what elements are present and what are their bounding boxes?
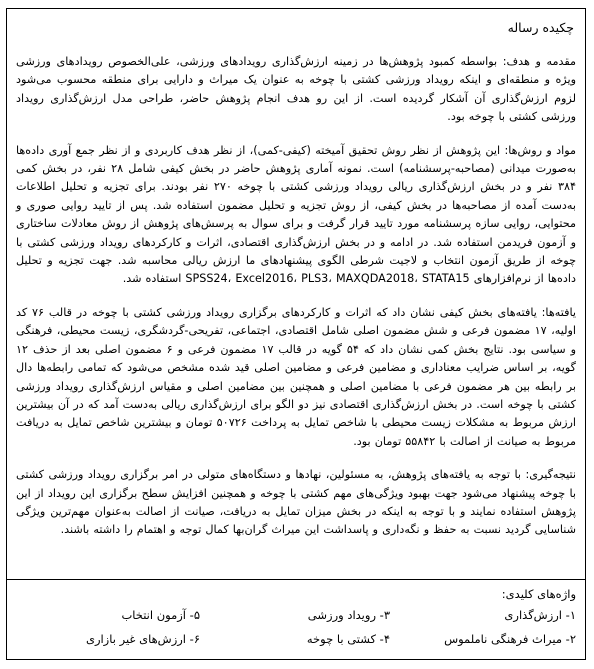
- abstract-frame: [6, 8, 586, 660]
- keywords-section: [7, 580, 585, 659]
- keyword-item: ۴- کشتی با چوخه: [306, 632, 390, 646]
- keyword-item: ۲- میراث فرهنگی ناملموس: [444, 632, 576, 646]
- methods-paragraph: مواد و روش‌ها: این پژوهش از نظر روش تحقیق آمیخته (کیفی-کمی)، از نظر هدف کاربردی و از نظر جمع آوری داده‌ها به‌صورت میدانی (مصاحبه-پرسشنامه) است. نمونه آماری پژوهش حاضر در بخش کیفی شامل ۲۸ نفر، در بخش کمی ۳۸۴ نفر و در بخش ارزش‌گذاری ریالی رویداد ورزشی کشتی با چوخه ۲۷۰ نفر بودند. برای تجزیه و تحلیل اطلاعات به‌دست آمده از مصاحبه‌ها در بخش کیفی، از روش تجزیه و تحلیل مضمون استفاده شد. پس از تایید روایی صوری و محتوایی، روایی سازه پرسشنامه مورد تایید قرار گرفت و برای سوال به پرسش‌های پژوهش از روش معادلات ساختاری و آزمون فریدمن استفاده شد. در ادامه و در بخش ارزش‌گذاری اقتصادی، اثرات و کارکردهای رویداد ورزشی کشتی با چوخه از طریق آزمون انتخاب و لاجیت شرطی الگوی پیشنهادهای ما ارزش ریالی محاسبه شد. جهت تجزیه و تحلیل داده‌ها از نرم‌افزارهای SPSS24، Excel2016، PLS3، MAXQDA2018، STATA15 استفاده شد.: [16, 143, 576, 286]
- keyword-item: ۳- رویداد ورزشی: [307, 608, 390, 622]
- keyword-item: ۱- ارزش‌گذاری: [504, 608, 576, 622]
- keywords-title: واژه‌های کلیدی:: [501, 587, 576, 601]
- abstract-title: چکیده رساله: [507, 20, 574, 35]
- introduction-paragraph: مقدمه و هدف: بواسطه کمبود پژوهش‌ها در زمینه ارزش‌گذاری رویدادهای ورزشی، علی‌الخصوص رویدادهای ورزشی ویژه و منطقه‌ای و اینکه رویداد ورزشی کشتی با چوخه به عنوان یک میراث و دارایی برای منطقه محسوب می‌شود لزوم ارزش‌گذاری آن آشکار گردیده است. از این رو هدف انجام پژوهش حاضر، طراحی مدل ارزش‌گذاری رویداد ورزشی کشتی با چوخه بود.: [16, 55, 576, 124]
- conclusion-paragraph: نتیجه‌گیری: با توجه به یافته‌های پژوهش، به مسئولین، نهادها و دستگاه‌های متولی در امر برگزاری رویداد ورزشی کشتی با چوخه پیشنهاد می‌شود جهت بهبود ویژگی‌های مهم کشتی با چوخه و همچنین افزایش سطح برگزاری این رویداد از این پژوهش استفاده نمایند و با توجه به اینکه در بخش میزان تمایل به دریافت، صیانت از اصالت به‌عنوان مهم‌ترین ویژگی شناسایی گردید نسبت به حفظ و نگه‌داری و پاسداشت این میراث گران‌بها کمال توجه و اهتمام را داشته باشند.: [16, 468, 576, 537]
- keyword-item: ۵- آزمون انتخاب: [121, 608, 200, 622]
- findings-paragraph: یافته‌ها: یافته‌های بخش کیفی نشان داد که اثرات و کارکردهای برگزاری رویداد ورزشی کشتی با چوخه در قالب ۷۶ کد اولیه، ۱۷ مضمون فرعی و شش مضمون اصلی شامل اقتصادی، اجتماعی، تفریحی-گردشگری، زیست محیطی، فرهنگی و سیاسی بود. نتایج بخش کمی نشان داد که ۵۴ گویه در قالب ۱۷ مضمون فرعی و ۶ مضمون اصلی بعد از حذف ۱۲ گویه، بر اساس ضرایب معناداری و مضامین فرعی و مضامین اصلی قید شده مشخص می‌شود که تمامی رابطه‌ها دال بر رابطه بین هر مضمون فرعی با مضامین اصلی و همچنین بین مضامین اصلی و مقیاس ارزش‌گذاری رویداد ورزشی کشتی با چوخه است. در بخش ارزش‌گذاری اقتصادی نیز دو الگو برای ارزش‌گذاری ریالی به‌دست آمد که در آن بیشترین ارزش مربوط به مشکلات زیست محیطی با شاخص تمایل به پرداخت ۵۰۷۲۶ تومان و بیشترین شاخص تمایل به دریافت مربوط به صیانت از اصالت با ۵۵۸۴۲ تومان بود.: [16, 305, 577, 448]
- keyword-item: ۶- ارزش‌های غیر بازاری: [85, 632, 200, 646]
- abstract-section: [7, 9, 585, 580]
- keywords-list: [16, 605, 576, 649]
